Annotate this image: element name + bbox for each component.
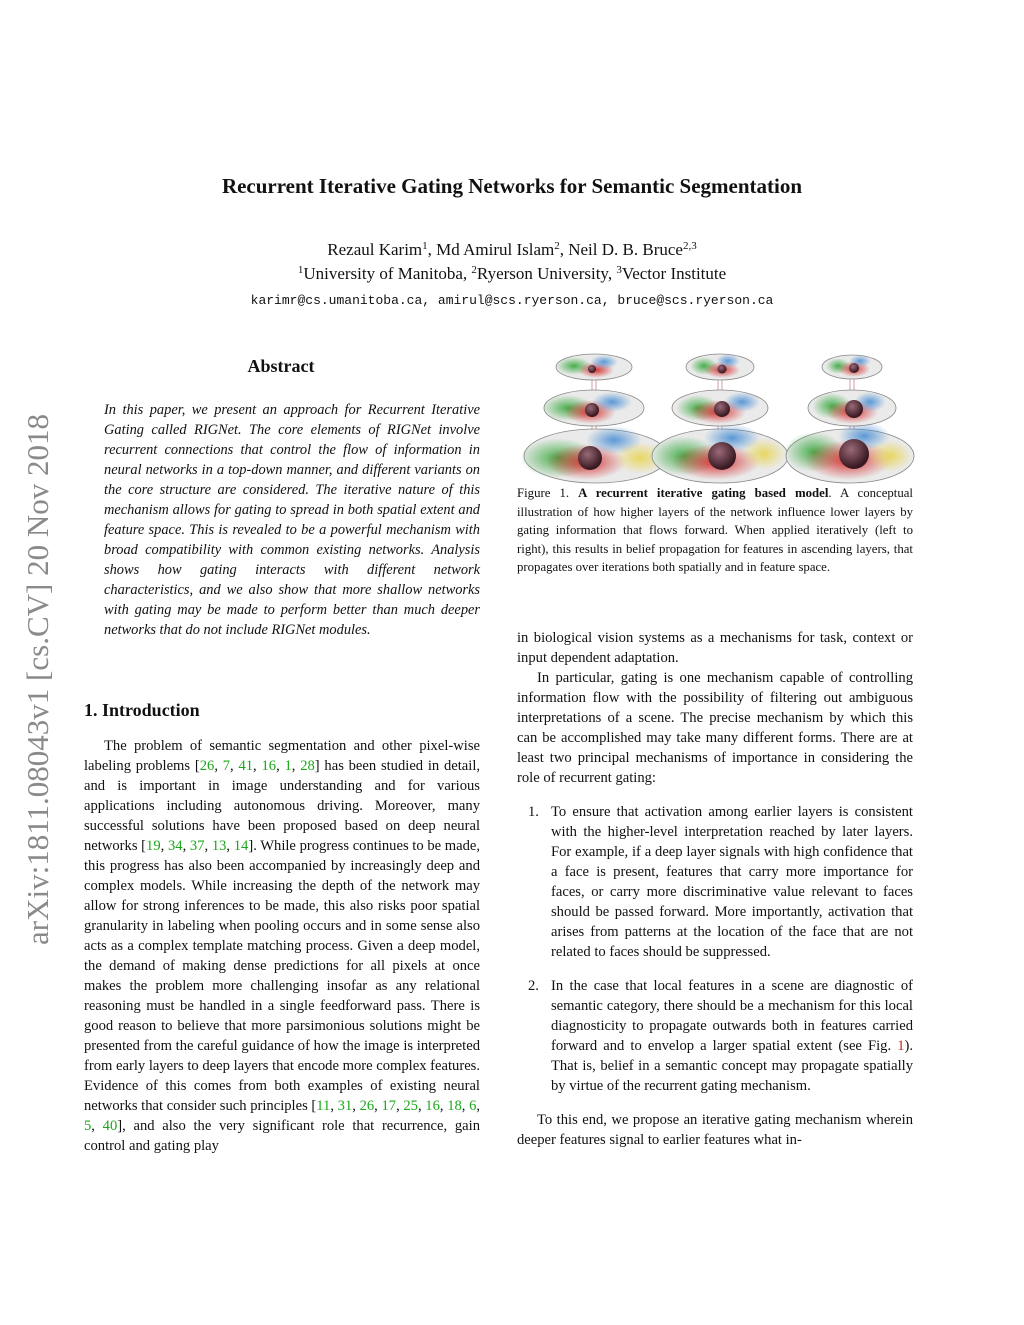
paragraph: in biological vision systems as a mechanisms for task, context or input dependent adaptation. xyxy=(517,630,913,666)
citation-link[interactable]: 7 xyxy=(222,758,231,774)
author-name: Neil D. B. Bruce xyxy=(568,240,683,259)
introduction-text xyxy=(84,736,480,1156)
list-item: 1. To ensure that activation among earlier layers is consistent with the higher-level interpretation reached by later layers. For example, if a deep layer signals with high confidence that a face is present, features that carry more importance for faces, or carry more discriminative value relevant to faces should be passed forward. More importantly, activation that arises from patterns at the location of the face that are not related to faces should be suppressed. xyxy=(528,804,913,960)
citation-link[interactable]: 13 xyxy=(211,838,227,854)
citation-link[interactable]: 34 xyxy=(167,838,183,854)
affiliation-mark: 1 xyxy=(297,264,304,276)
gating-stack xyxy=(784,355,914,483)
citation-link[interactable]: 1 xyxy=(284,758,292,774)
citation-link[interactable]: 11 xyxy=(316,1098,331,1114)
caption-text: . A conceptual illustration of how higher layers of the network influence lower layers by gating information that flows forward. When applied iteratively (left to right), this results in belief propagation for features in ascending layers, that propagates over iterations both spatially and in feature space. xyxy=(517,486,913,574)
figure-link[interactable]: 1 xyxy=(897,1038,905,1054)
affiliation-mark: 2,3 xyxy=(682,240,697,252)
citation-link[interactable]: 18 xyxy=(447,1098,462,1114)
abstract-heading: Abstract xyxy=(247,356,315,376)
section-heading-introduction: 1. Introduction xyxy=(84,700,200,720)
author-list xyxy=(0,240,1024,260)
separator: , xyxy=(427,240,437,259)
citation-link[interactable]: 16 xyxy=(425,1098,440,1114)
affiliation-mark: 3 xyxy=(616,264,622,276)
caption-label: Figure 1. xyxy=(517,486,579,500)
citation-link[interactable]: 17 xyxy=(381,1098,397,1114)
gating-stack xyxy=(520,354,668,483)
citation-link[interactable]: 19 xyxy=(146,838,161,854)
right-column-text xyxy=(517,628,913,1150)
citation-link[interactable]: 31 xyxy=(337,1098,353,1114)
citation-link[interactable]: 16 xyxy=(261,758,277,774)
citation-link[interactable]: 37 xyxy=(189,838,205,854)
affiliation: Ryerson University, xyxy=(476,264,617,283)
citation-link[interactable]: 26 xyxy=(359,1098,375,1114)
citation-link[interactable]: 40 xyxy=(102,1118,118,1134)
citation-link[interactable]: 14 xyxy=(233,838,249,854)
author-name: Md Amirul Islam xyxy=(436,240,555,259)
citation-link[interactable]: 6 xyxy=(469,1098,477,1114)
affiliation: Vector Institute xyxy=(621,264,727,283)
affiliation-list xyxy=(0,264,1024,284)
paragraph: To this end, we propose an iterative gating mechanism wherein deeper features signal to earlier features what in- xyxy=(517,1112,913,1148)
author-name: Rezaul Karim xyxy=(327,240,423,259)
separator: , xyxy=(559,240,569,259)
citation-link[interactable]: 28 xyxy=(300,758,315,774)
list-number: 2. xyxy=(528,978,539,994)
list-number: 1. xyxy=(528,804,539,820)
citation-link[interactable]: 41 xyxy=(238,758,254,774)
intro-paragraph: The problem of semantic segmentation and other pixel-wise labeling problems [26, 7, 41, 16, 1, 28] has been studied in detail, and is important in image understanding and for various applications including autonomous driving. Moreover, many successful solutions have been proposed based on deep neural networks [19, 34, 37, 13, 14]. While progress continues to be made, this progress has also been accompanied by increasingly deep and complex models. While increasing the depth of the network may allow for strong inferences to be made, this also risks poor spatial granularity in labeling when pooling occurs and in some sense also acts as a complex template matching process. Given a deep model, the demand of making dense predictions for all pixels at once makes the problem more challenging insofar as any relational reasoning must be handled in a single feedforward pass. There is good reason to believe that more parsimonious solutions might be presented from the careful guidance of how the image is interpreted from early layers to deep layers that encode more complex features. Evidence of this comes from both examples of existing neural networks that consider such principles [11, 31, 26, 17, 25, 16, 18, 6, 5, 40], and also the very significant role that recurrence, gain control and gating play xyxy=(84,738,481,1154)
abstract-body: In this paper, we present an approach for Recurrent Iterative Gating called RIGNet. The core elements of RIGNet involve recurrent connections that control the flow of information in neural networks in a top-down manner, and different variants on the core structure are considered. The iterative nature of this mechanism allows for gating to spread in both spatial extent and feature space. This is revealed to be a powerful mechanism with broad compatibility with common existing networks. Analysis shows how gating interacts with different network characteristics, and we also show that more shallow networks with gating may be made to perform better than much deeper networks that do not include RIGNet modules. xyxy=(104,402,480,638)
arxiv-stamp: arXiv:1811.08043v1 [cs.CV] 20 Nov 2018 xyxy=(20,414,55,945)
affiliation-mark: 2 xyxy=(554,240,560,252)
list-item: 2. In the case that local features in a scene are diagnostic of semantic category, there should be a mechanism for this local diagnosticity to propagate outwards both in features carried forward and to envelop a larger spatial extent (see Fig. 1). That is, belief in a semantic concept may propagate spatially by virtue of the recurrent gating mechanism. xyxy=(528,978,913,1094)
affiliation-mark: 1 xyxy=(422,240,428,252)
affiliation: University of Manitoba, xyxy=(303,264,472,283)
figure-1-caption xyxy=(517,484,913,577)
affiliation-mark: 2 xyxy=(471,264,477,276)
citation-link[interactable]: 26 xyxy=(199,758,215,774)
citation-link[interactable]: 25 xyxy=(403,1098,418,1114)
author-emails: karimr@cs.umanitoba.ca, amirul@scs.ryerson.ca, bruce@scs.ryerson.ca xyxy=(250,293,774,308)
figure-1-illustration xyxy=(516,352,916,484)
paragraph: In particular, gating is one mechanism capable of controlling information flow with the possibility of filtering out ambiguous interpretations of a scene. The precise mechanism by which this can be accomplished may take many different forms. There are at least two principal mechanisms of importance in considering the role of recurrent gating: xyxy=(517,670,913,786)
caption-title: A recurrent iterative gating based model xyxy=(578,486,829,500)
citation-link[interactable]: 5 xyxy=(84,1118,92,1134)
paper-title: Recurrent Iterative Gating Networks for Semantic Segmentation xyxy=(221,174,803,198)
gating-stack xyxy=(650,354,788,483)
